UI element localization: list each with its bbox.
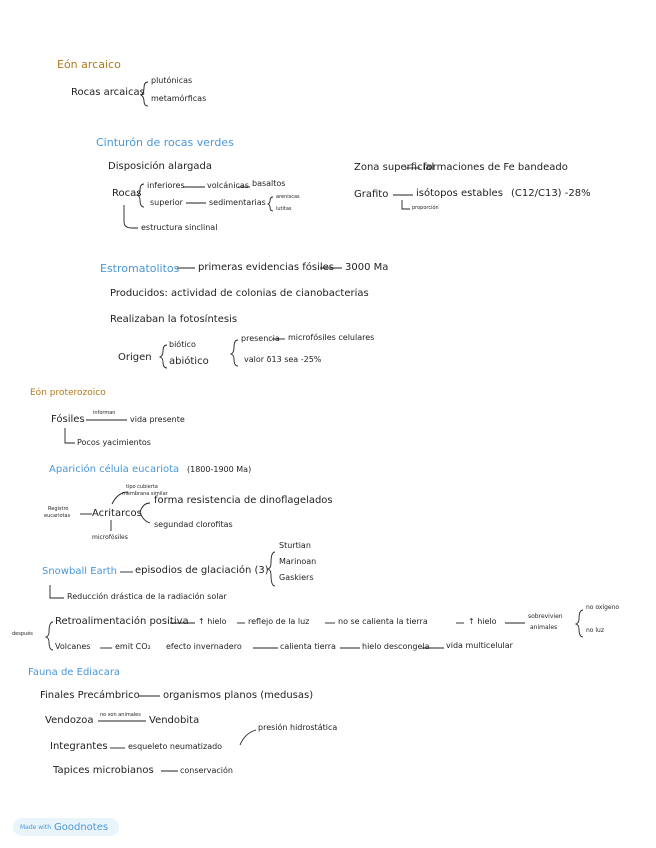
snowball-ice-up: ↑ hielo — [198, 617, 227, 626]
graphite-label: Grafito — [354, 189, 389, 200]
ediacara-mats: Tapices microbianos — [53, 765, 154, 776]
stromatolites-produced: Producidos: actividad de colonias de cianobacterias — [110, 288, 369, 299]
badge-made-with: Made with — [20, 823, 51, 831]
snowball-marinoan: Marinoan — [279, 557, 317, 566]
surface-result: formaciones de Fe bandeado — [423, 162, 568, 173]
isotopes-ratio: (C12/C13) -28% — [511, 188, 591, 199]
stromatolites-title: Estromatolitos — [100, 262, 180, 275]
greenstone-rocks-label: Rocas — [112, 188, 142, 199]
proterozoic-title: Eón proterozoico — [30, 388, 106, 398]
rocks-upper-sandstone: areniscas — [276, 194, 300, 200]
fossils-few: Pocos yacimientos — [77, 438, 151, 447]
snowball-after: después — [12, 631, 33, 637]
snowball-no-heat: no se calienta la tierra — [338, 617, 428, 626]
isotopes: isótopos estables — [416, 188, 503, 199]
snowball-melt: hielo descongela — [362, 642, 430, 651]
snowball-survive-1: sobrevivien — [528, 613, 563, 620]
fossils-label: Fósiles — [51, 414, 85, 425]
ediacara-late: Finales Precámbrico — [40, 690, 140, 701]
surface-zone: Zona superficial — [354, 162, 435, 173]
badge-brand: Goodnotes — [54, 821, 109, 833]
snowball-title: Snowball Earth — [42, 566, 118, 577]
first-fossils: primeras evidencias fósiles — [198, 262, 335, 273]
snowball-feedback: Retroalimentación positiva — [55, 616, 189, 627]
snowball-reduction: Reducción drástica de la radiación solar — [67, 592, 227, 601]
origin-biotic: biótico — [169, 340, 196, 349]
origin-abiotic: abiótico — [169, 356, 209, 367]
snowball-episodes: episodios de glaciación (3) — [135, 565, 269, 576]
rock-type-metamorphic: metamórficas — [151, 94, 207, 103]
goodnotes-badge[interactable] — [13, 818, 119, 836]
acritarcos-micro: microfósiles — [92, 534, 128, 541]
ediacara-title: Fauna de Ediacara — [28, 667, 121, 678]
rocks-lower-basalt: basaltos — [252, 179, 286, 188]
origin-d13: valor δ13 sea -25% — [244, 355, 322, 364]
rocks-lower-volcanic: volcánicas — [207, 181, 249, 190]
acritarcos-left2: eucariotas — [44, 513, 71, 519]
greenstone-disposition: Disposición alargada — [108, 161, 212, 172]
archean-title: Eón arcaico — [57, 58, 121, 71]
snowball-reflection: reflejo de la luz — [248, 617, 310, 626]
acritarcos-label: Acritarcos — [92, 508, 142, 519]
acritarcos-resist: forma resistencia de dinoflagelados — [154, 495, 333, 506]
graphite-proportion: proporción — [412, 205, 439, 211]
snowball-greenhouse: efecto invernadero — [166, 642, 242, 651]
fossils-life: vida presente — [130, 415, 185, 424]
acritarcos-top2: membrana similar — [122, 491, 168, 497]
greenstone-structure: estructura sinclinal — [141, 223, 218, 232]
eukaryote-title: Aparición célula eucariota — [49, 464, 180, 475]
rocks-lower: inferiores — [147, 181, 185, 190]
acritarcos-second: segundad clorofitas — [154, 520, 233, 529]
ediacara-integrants: Integrantes — [50, 741, 108, 752]
rock-type-plutonic: plutónicas — [151, 76, 193, 85]
snowball-sturtian: Sturtian — [279, 541, 311, 550]
origin-presence: presencia — [241, 334, 280, 343]
acritarcos-left1: Registro — [48, 506, 69, 512]
acritarcos-top1: tipo cubierta — [126, 484, 158, 490]
snowball-no-oxygen: no oxígeno — [586, 604, 620, 611]
ediacara-pressure: presión hidrostática — [258, 723, 338, 732]
snowball-ice-up-2: ↑ hielo — [468, 617, 497, 626]
ediacara-flat: organismos planos (medusas) — [163, 690, 314, 701]
snowball-no-light: no luz — [586, 627, 604, 634]
ediacara-vendobita: Vendobita — [149, 715, 200, 726]
archean-rocks-label: Rocas arcaicas — [71, 87, 145, 98]
snowball-emit-co2: emit CO₂ — [115, 642, 151, 651]
snowball-survive-2: animales — [530, 624, 558, 631]
eukaryote-range: (1800-1900 Ma) — [187, 465, 252, 474]
ediacara-skeleton: esqueleto neumatizado — [128, 742, 223, 751]
rocks-upper: superior — [150, 198, 183, 207]
snowball-gaskiers: Gaskiers — [279, 573, 314, 582]
snowball-heats: calienta tierra — [280, 642, 336, 651]
stromatolites-photosynthesis: Realizaban la fotosíntesis — [110, 314, 238, 325]
rocks-upper-sedimentary: sedimentarias — [209, 198, 266, 207]
ediacara-not-animals: no son animales — [100, 712, 141, 718]
origin-label: Origen — [118, 352, 152, 363]
stromatolites-age: 3000 Ma — [345, 262, 389, 273]
ediacara-vendozoa: Vendozoa — [45, 715, 94, 726]
greenstone-title: Cinturón de rocas verdes — [96, 136, 234, 149]
origin-microfossils: microfósiles celulares — [288, 333, 375, 342]
snowball-multicell: vida multicelular — [446, 641, 513, 650]
snowball-volcanoes: Volcanes — [55, 642, 91, 651]
fossils-inform: informan — [93, 410, 116, 416]
ediacara-conservation: conservación — [180, 766, 233, 775]
rocks-upper-lutite: lutitas — [276, 206, 292, 212]
